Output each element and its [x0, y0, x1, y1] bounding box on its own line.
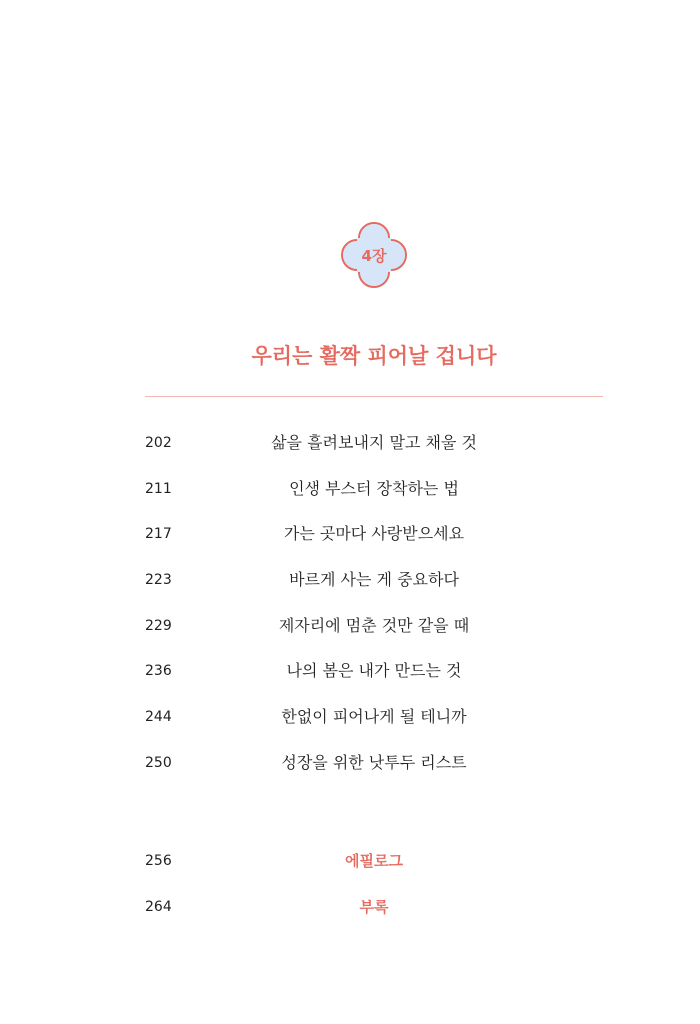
toc-entry[interactable]: [145, 568, 603, 592]
toc-entry-title: 인생 부스터 장착하는 법: [289, 479, 459, 498]
toc-page-number: 256: [145, 853, 172, 869]
toc-entry[interactable]: [145, 705, 603, 729]
toc-page-number: 264: [145, 899, 172, 915]
toc-page-number: 236: [145, 663, 172, 679]
toc-entry[interactable]: [145, 659, 603, 683]
toc-entry-title: 성장을 위한 낫투두 리스트: [281, 753, 467, 772]
toc-page-number: 244: [145, 709, 172, 725]
toc-entry-title: 삶을 흘려보내지 말고 채울 것: [271, 433, 477, 452]
toc-entry[interactable]: [145, 614, 603, 638]
chapter-title: 우리는 활짝 피어날 겁니다: [251, 343, 497, 368]
toc-entry-title: 한없이 피어나게 될 테니까: [281, 707, 467, 726]
toc-page-number: 250: [145, 755, 172, 771]
toc-page-number: 211: [145, 481, 172, 497]
toc-entry[interactable]: [145, 522, 603, 546]
toc-entry-title: 가는 곳마다 사랑받으세요: [283, 524, 465, 543]
chapter-badge: [338, 219, 410, 291]
toc-entry-epilogue[interactable]: [145, 849, 603, 873]
toc-page-number: 217: [145, 526, 172, 542]
toc-entry[interactable]: [145, 477, 603, 501]
toc-entry-title: 부록: [359, 898, 389, 916]
toc-entry-title: 제자리에 멈춘 것만 같을 때: [278, 616, 470, 635]
toc-entry-title: 나의 봄은 내가 만드는 것: [286, 661, 462, 680]
toc-entry[interactable]: [145, 431, 603, 455]
chapter-label: 4장: [361, 246, 387, 265]
toc-entry[interactable]: [145, 751, 603, 775]
toc-page-number: 202: [145, 435, 172, 451]
toc-page-number: 229: [145, 618, 172, 634]
toc-entry-appendix[interactable]: [145, 895, 603, 919]
toc-entry-title: 에필로그: [345, 852, 403, 870]
title-divider: [145, 396, 603, 397]
toc-entry-title: 바르게 사는 게 중요하다: [289, 570, 459, 589]
toc-page-number: 223: [145, 572, 172, 588]
